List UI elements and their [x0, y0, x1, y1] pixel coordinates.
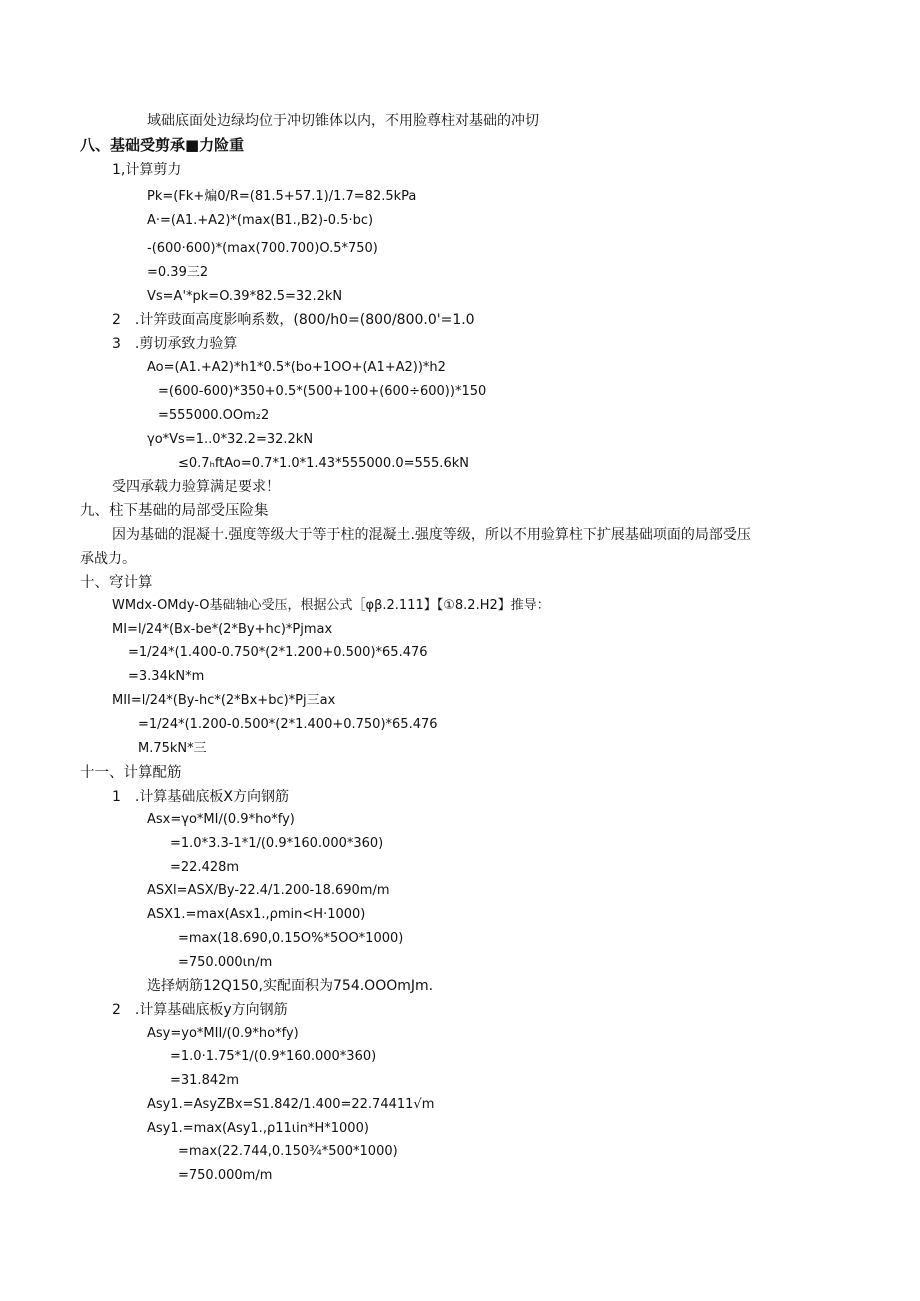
text-line: 域础底面处边绿均位于冲切锥体以内，不用脸尊柱对基础的冲切 — [147, 113, 539, 129]
text-line: 2 .计笄豉面高度影响系数，(800∕h0=(800/800.0'=1.0 — [112, 312, 475, 328]
formula-line: -(600·600)*(max(700.700)O.5*750) — [147, 241, 378, 256]
formula-line: =max(22.744,0.150¾*500*1000) — [178, 1144, 398, 1159]
formula-line: ASXl=ASX/By-22.4/1.200-18.690m∕m — [147, 883, 390, 898]
formula-line: =1/24*(1.200-0.500*(2*1.400+0.750)*65.476 — [138, 717, 438, 732]
text-line: 承战力。 — [80, 551, 136, 567]
formula-line: ASX1.=max(Asx1.,ρmin<H·1000) — [147, 907, 366, 922]
formula-line: ≤0.7ₕftAo=0.7*1.0*1.43*555000.0=555.6kN — [178, 456, 469, 471]
formula-line: =1.0·1.75*1∕(0.9*160.000*360) — [170, 1049, 377, 1064]
text-line: 受四承载力验算满足要求！ — [112, 479, 280, 495]
text-line: 1 .计算基础底板X方向钢筋 — [112, 789, 289, 805]
formula-line: Asy1.=AsyZBx=S1.842/1.400=22.74411√m — [147, 1097, 435, 1112]
formula-line: =750.000ιn∕m — [178, 955, 273, 970]
formula-line: =3.34kN*m — [128, 669, 205, 684]
text-line: 2 .计算基础底板y方向钢筋 — [112, 1002, 288, 1018]
formula-line: =31.842m — [170, 1073, 240, 1088]
formula-line: Asy=yo*MII∕(0.9*ho*fy) — [147, 1026, 299, 1041]
formula-line: =(600-600)*350+0.5*(500+100+(600÷600))*150 — [158, 384, 487, 399]
formula-line: =max(18.690,0.15O%*5OO*1000) — [178, 931, 404, 946]
formula-line: A·=(A1.+A2)*(max(B1.,B2)-0.5·bc) — [147, 213, 374, 228]
formula-line: M.75kN*三 — [138, 741, 207, 756]
formula-line: =555000.OOm₂2 — [158, 408, 270, 423]
formula-line: Vs=A'*pk=O.39*82.5=32.2kN — [147, 289, 343, 304]
text-line: 3 .剪切承致力验算 — [112, 336, 238, 352]
formula-line: γo*Vs=1..0*32.2=32.2kN — [147, 432, 314, 447]
text-line: WMdx-OMdy-O基础轴心受压，根据公式［φβ.2.111】【①8.2.H2】推导： — [112, 598, 550, 613]
formula-line: Ao=(A1.+A2)*h1*0.5*(bo+1OO+(A1+A2))*h2 — [147, 360, 446, 375]
section-heading: 八、基础受剪承■力险重 — [80, 136, 245, 154]
text-line: 因为基础的混凝十.强度等级大于等于柱的混凝土.强度等级，所以不用验算柱下扩展基础项面的局部受压 — [112, 527, 751, 543]
formula-line: Asx=γo*MI∕(0.9*ho*fy) — [147, 812, 295, 827]
formula-line: =22.428m — [170, 860, 240, 875]
section-heading: 十一、计算配筋 — [80, 765, 182, 781]
section-heading: 十、穹计算 — [80, 575, 153, 591]
formula-line: =0.39三2 — [147, 265, 209, 280]
formula-line: MI=l∕24*(Bx-be*(2*By+hc)*Pjmax — [112, 622, 333, 637]
formula-line: =1.0*3.3-1*1/(0.9*160.000*360) — [170, 836, 384, 851]
formula-line: Asy1.=max(Asy1.,ρ11ιin*H*1000) — [147, 1121, 369, 1136]
text-line: 1,计算剪力 — [112, 162, 182, 178]
formula-line: =750.000m∕m — [178, 1168, 273, 1183]
formula-line: =1/24*(1.400-0.750*(2*1.200+0.500)*65.476 — [128, 645, 428, 660]
section-heading: 九、柱下基础的局部受压险集 — [80, 503, 269, 519]
formula-line: Pk=(Fk+煸0/R=(81.5+57.1)/1.7=82.5kPa — [147, 189, 417, 204]
formula-line: MII=l/24*(By-hc*(2*Bx+bc)*Pj三ax — [112, 693, 336, 708]
text-line: 选择炳筋12Q150,实配面积为754.OOOmJm. — [147, 978, 434, 994]
